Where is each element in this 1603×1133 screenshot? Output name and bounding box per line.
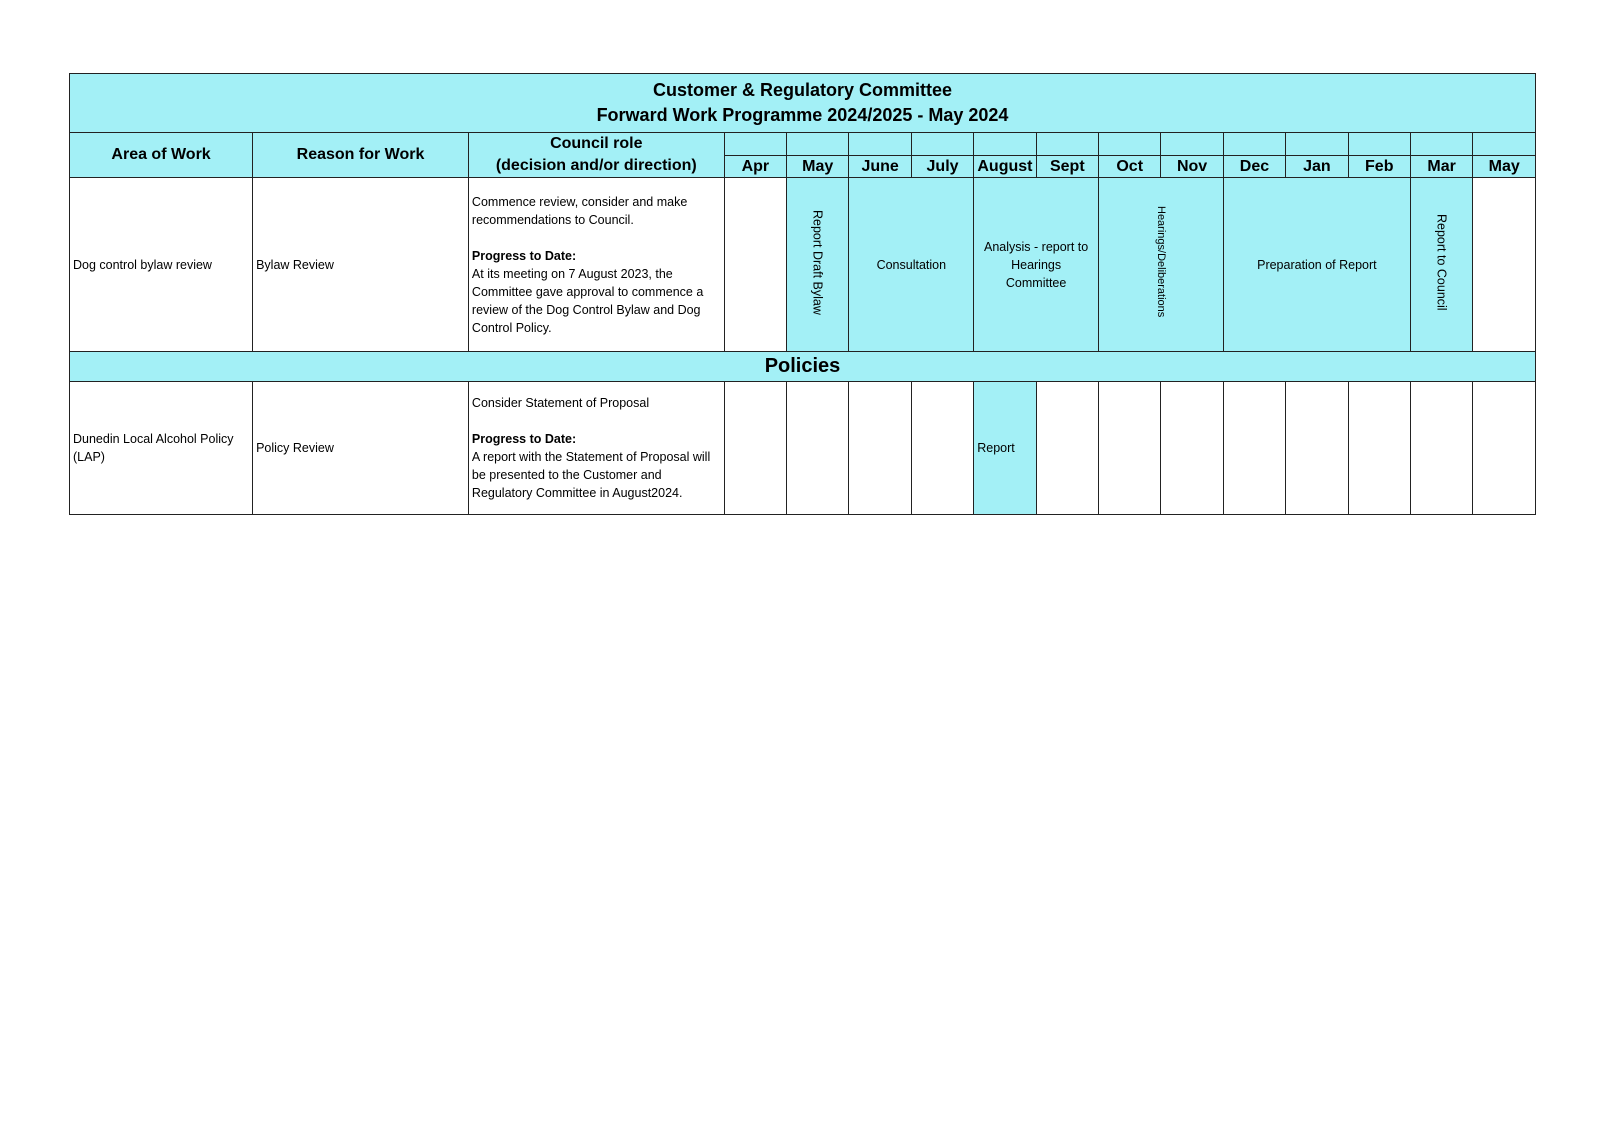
month-top-spacer [1348,133,1410,156]
timeline-preparation: Preparation of Report [1223,178,1410,352]
programme-name: Forward Work Programme 2024/2025 - May 2024 [596,105,1009,125]
month-header: Dec [1223,156,1285,178]
timeline-label: Hearings/Deliberations [1154,206,1167,318]
month-header: Sept [1036,156,1098,178]
month-top-spacer [1223,133,1285,156]
council-role-cell [468,382,724,515]
reason-for-work-cell: Policy Review [253,382,469,515]
role-intro: Commence review, consider and make recommendations to Council. [471,194,688,227]
timeline-cell-empty [1099,382,1161,515]
council-role-cell [468,178,724,352]
timeline-cell-empty [1036,382,1098,515]
timeline-cell-empty [1410,382,1472,515]
month-header: July [911,156,973,178]
month-header: August [974,156,1036,178]
month-top-spacer [911,133,973,156]
timeline-cell-empty [1348,382,1410,515]
forward-work-programme-table [69,73,1536,515]
month-header: Oct [1099,156,1161,178]
month-top-spacer [1410,133,1472,156]
month-top-spacer [724,133,786,156]
timeline-cell-empty [1223,382,1285,515]
table-title [70,74,1536,133]
timeline-cell-empty [1161,382,1223,515]
reason-for-work-cell: Bylaw Review [253,178,469,352]
header-council-role-line1: Council role [550,135,643,152]
month-header: May [787,156,849,178]
timeline-label: Report Draft Bylaw [810,209,825,315]
progress-label: Progress to Date: [471,432,577,446]
progress-text: At its meeting on 7 August 2023, the Committee gave approval to commence a review of the Dog Control Bylaw and Dog Control Policy. [471,266,704,335]
month-top-spacer [1099,133,1161,156]
timeline-hearings [1099,178,1224,352]
timeline-cell-empty [724,178,786,352]
header-council-role-line2: (decision and/or direction) [495,157,697,174]
timeline-cell-empty [1473,382,1536,515]
month-header: June [849,156,911,178]
month-header: Jan [1286,156,1348,178]
month-top-spacer [1473,133,1536,156]
timeline-cell-empty [724,382,786,515]
month-top-spacer [849,133,911,156]
area-of-work-cell: Dunedin Local Alcohol Policy (LAP) [70,382,253,515]
month-top-spacer [787,133,849,156]
month-header: Mar [1410,156,1472,178]
month-header: Feb [1348,156,1410,178]
timeline-cell-empty [1286,382,1348,515]
header-council-role [468,133,724,178]
month-header: May [1473,156,1536,178]
progress-text: A report with the Statement of Proposal will be presented to the Customer and Regulatory Committee in August2024. [471,450,711,500]
header-area-of-work: Area of Work [70,133,253,178]
month-header: Nov [1161,156,1223,178]
role-intro: Consider Statement of Proposal [471,396,650,410]
timeline-label: Report to Council [1434,213,1449,311]
timeline-label: Analysis - report to Hearings Committee [984,239,1089,290]
month-header: Apr [724,156,786,178]
committee-name: Customer & Regulatory Committee [652,80,953,100]
month-top-spacer [974,133,1036,156]
timeline-cell-empty [787,382,849,515]
month-top-spacer [1036,133,1098,156]
section-header-policies: Policies [70,352,1536,382]
timeline-report-to-council [1410,178,1472,352]
header-reason-for-work: Reason for Work [253,133,469,178]
timeline-cell-empty [911,382,973,515]
month-top-spacer [1286,133,1348,156]
month-top-spacer [1161,133,1223,156]
area-of-work-cell: Dog control bylaw review [70,178,253,352]
table-row [70,382,1536,515]
table-row [70,178,1536,352]
progress-label: Progress to Date: [471,248,577,263]
timeline-consultation: Consultation [849,178,974,352]
timeline-cell-empty [1473,178,1536,352]
timeline-report-draft-bylaw [787,178,849,352]
timeline-cell-empty [849,382,911,515]
timeline-report: Report [974,382,1036,515]
timeline-analysis [974,178,1099,352]
